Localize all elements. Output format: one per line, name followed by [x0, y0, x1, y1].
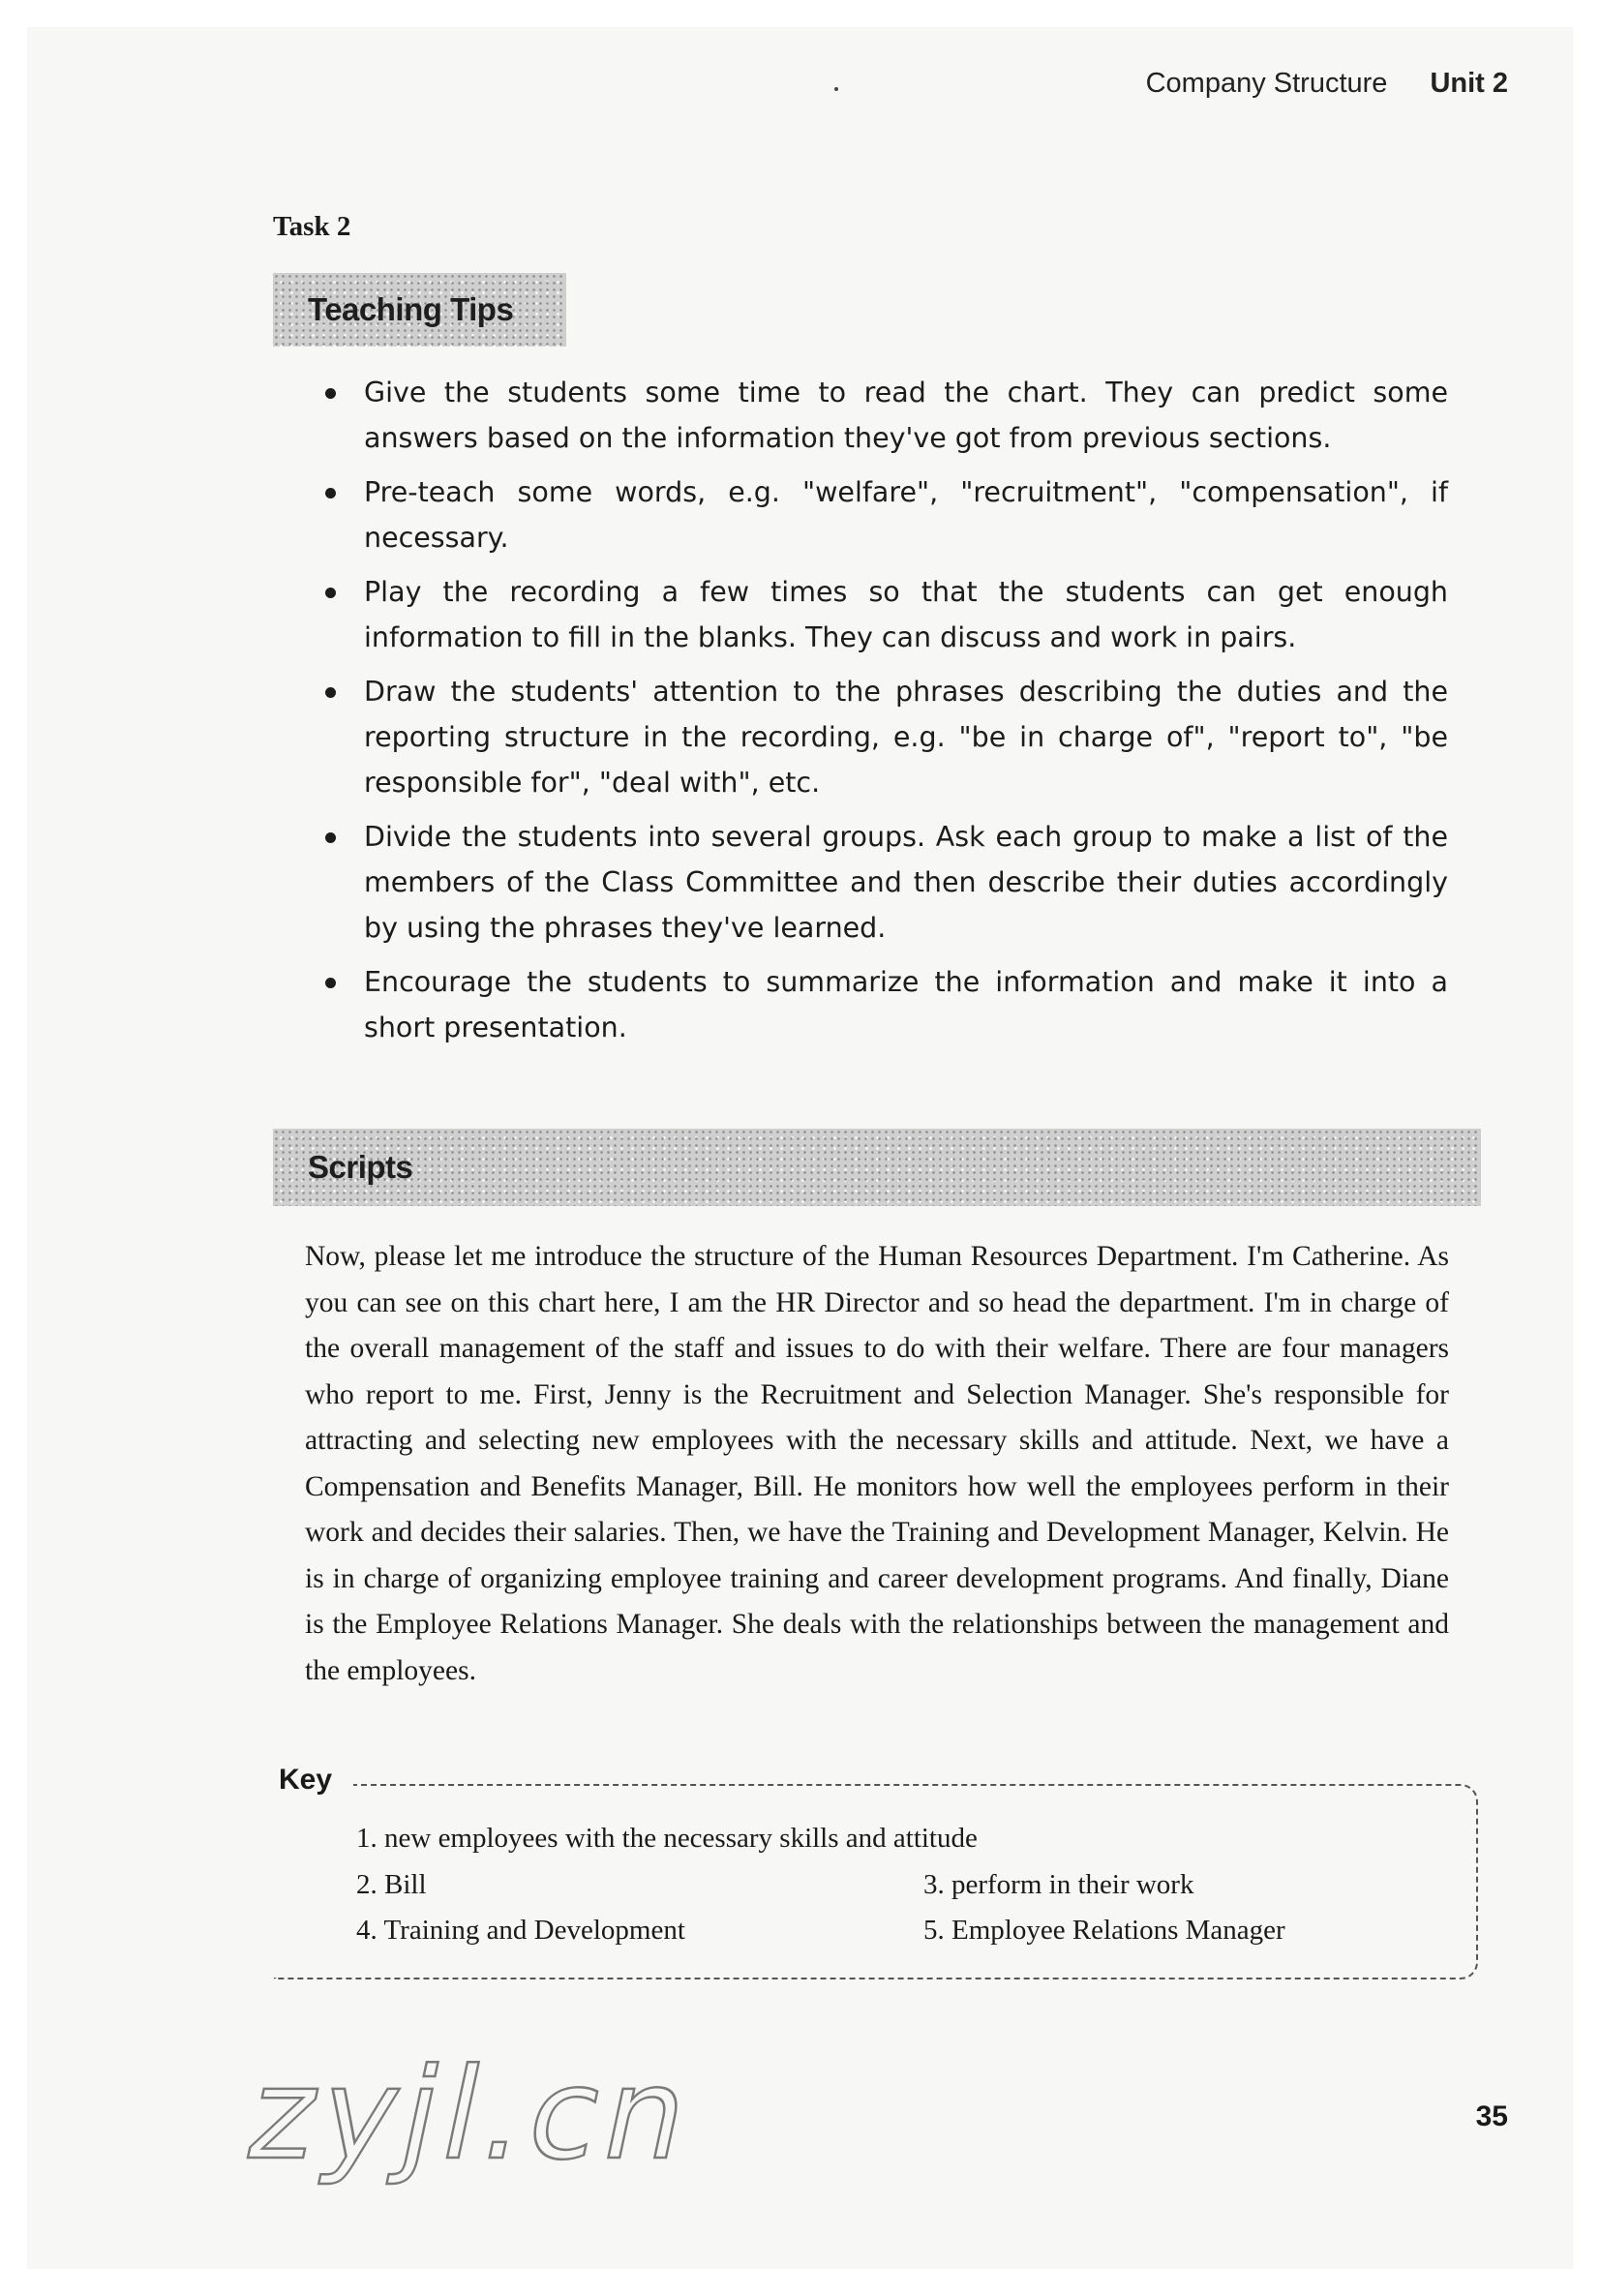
answer-item: 2. Bill: [356, 1868, 427, 1900]
teaching-tips-title: Teaching Tips: [308, 291, 514, 327]
tip-item: Draw the students' attention to the phrases describing the duties and the reporting structure in the recording, e.g. "be in charge of", "report to", "be responsible for", "deal with", etc.: [316, 669, 1448, 805]
tip-item: Encourage the students to summarize the information and make it into a short presentation.: [316, 959, 1448, 1050]
teaching-tips-list: [316, 370, 1448, 1059]
bullet-icon: [325, 978, 336, 988]
section-title: Company Structure: [1145, 68, 1388, 99]
task-label: Task 2: [273, 211, 351, 242]
tip-item: Give the students some time to read the chart. They can predict some answers based on the information they've got from previous sections.: [316, 370, 1448, 461]
watermark: zyjl.cn: [235, 2040, 708, 2188]
teaching-tips-banner: [273, 273, 566, 347]
tip-item: Divide the students into several groups. Ask each group to make a list of the members of the Class Committee and then describe their duties accordingly by using the phrases they've learned.: [316, 814, 1448, 951]
key-label: Key: [279, 1764, 333, 1796]
answer-item: 5. Employee Relations Manager: [923, 1915, 1285, 1946]
bullet-icon: [325, 388, 336, 399]
answer-item: 4. Training and Development: [356, 1915, 685, 1946]
bullet-icon: [325, 488, 336, 498]
tip-item: Pre-teach some words, e.g. "welfare", "recruitment", "compensation", if necessary.: [316, 469, 1448, 560]
script-paragraph: Now, please let me introduce the structure of the Human Resources Department. I'm Catherine. As you can see on this chart here, I am the HR Director and so head the department. I'm in charge of the overall management of the staff and issues to do with their welfare. There are four managers who report to me. First, Jenny is the Recruitment and Selection Manager. She's responsible for attracting and selecting new employees with the necessary skills and attitude. Next, we have a Compensation and Benefits Manager, Bill. He monitors how well the employees perform in their work and decides their salaries. Then, we have the Training and Development Manager, Kelvin. He is in charge of organizing employee training and career development programs. And finally, Diane is the Employee Relations Manager. She deals with the relationships between the management and the employees.: [305, 1241, 1449, 1686]
scripts-title: Scripts: [308, 1149, 413, 1185]
bullet-icon: [325, 687, 336, 698]
bullet-icon: [325, 832, 336, 843]
page-number: 35: [1475, 2100, 1508, 2132]
running-header: [1146, 68, 1508, 100]
bullet-icon: [325, 588, 336, 598]
speck: [834, 87, 838, 91]
answer-item: 1. new employees with the necessary skills and attitude: [356, 1823, 978, 1854]
answer-list: [356, 1816, 1421, 1954]
unit-label: Unit 2: [1430, 68, 1508, 99]
answer-item: 3. perform in their work: [923, 1868, 1194, 1900]
scripts-banner: [273, 1129, 1481, 1206]
tip-item: Play the recording a few times so that the students can get enough information to fill in the blanks. They can discuss and work in pairs.: [316, 569, 1448, 660]
